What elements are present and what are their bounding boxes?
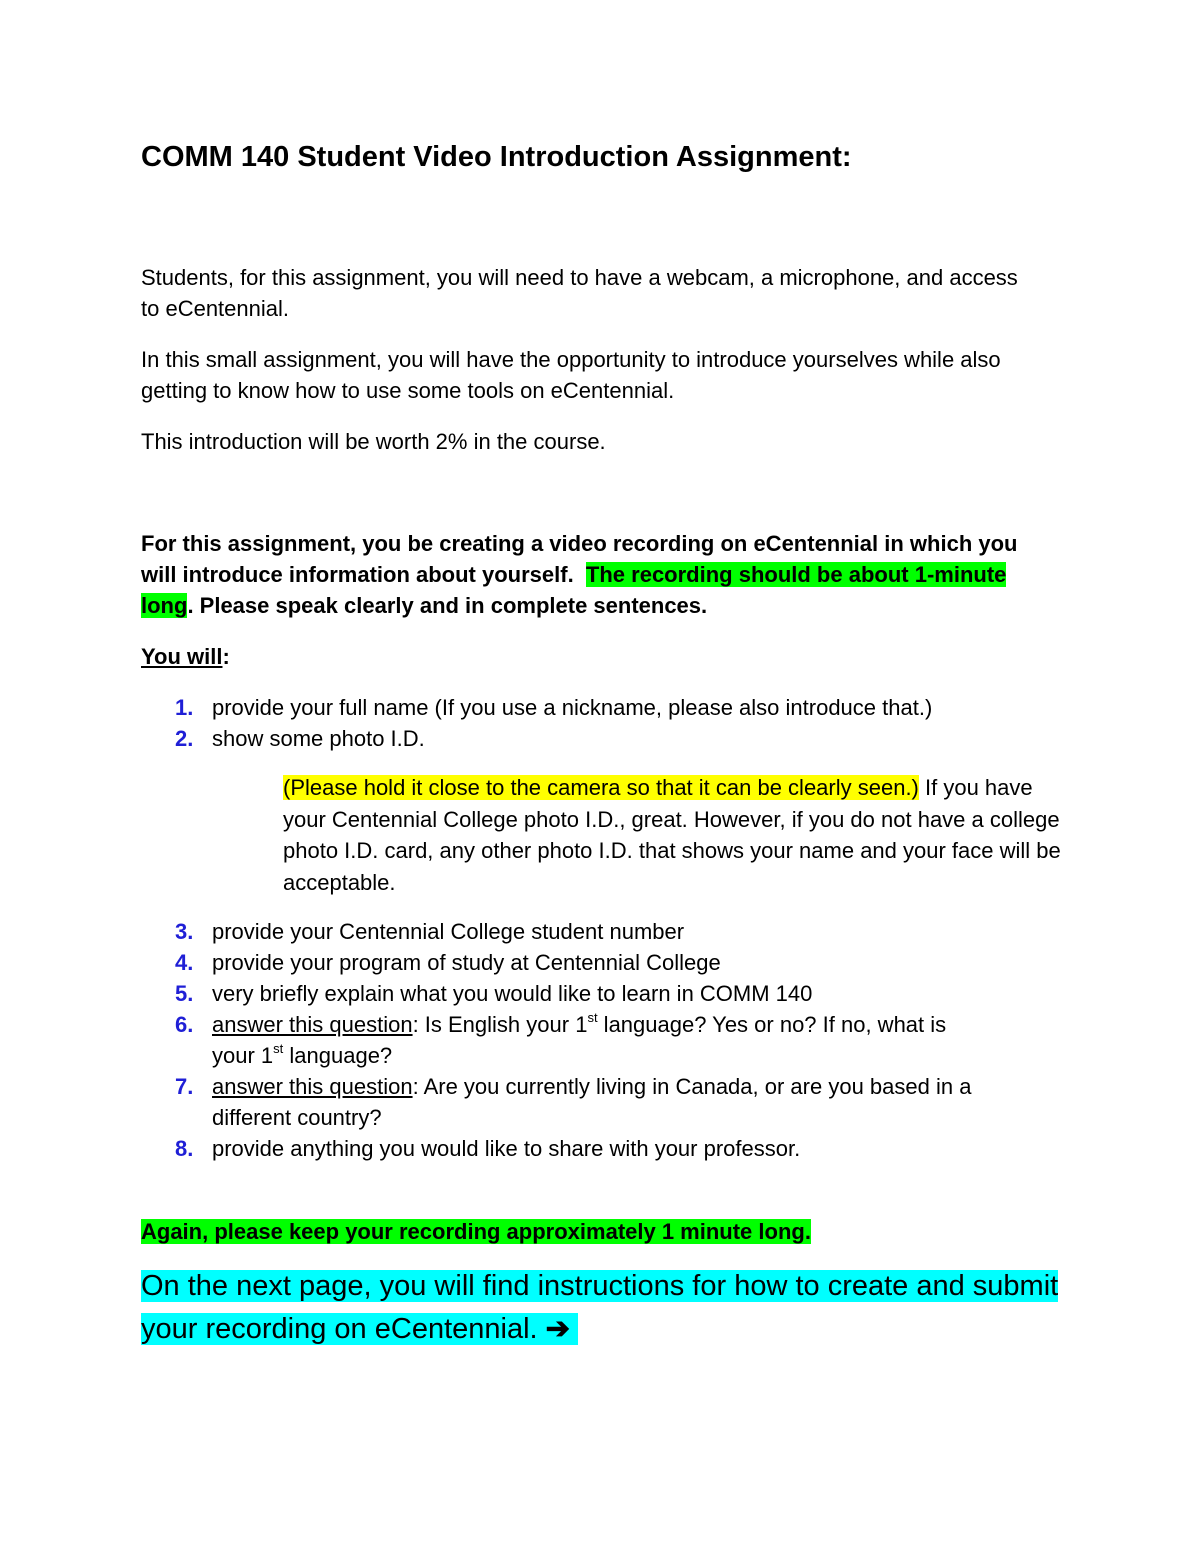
- ordinal-suffix: st: [273, 1040, 284, 1056]
- list-item-text: provide your full name (If you use a nickname, please also introduce that.): [212, 695, 933, 720]
- reminder-line: [141, 1216, 811, 1247]
- you-will-colon: :: [222, 644, 230, 669]
- list-item: [141, 916, 1061, 947]
- photo-note-rest: If you have your Centennial College photo I.D., great. However, if you do not have a college photo I.D. card, any other photo I.D. that shows your name and your face will be acceptable.: [283, 775, 1061, 895]
- list-item: [141, 1071, 1032, 1133]
- intro-paragraph-1: Students, for this assignment, you will need to have a webcam, a microphone, and access to eCentennial.: [141, 265, 1018, 321]
- list-item-text: show some photo I.D.: [212, 726, 425, 751]
- list-item: [141, 692, 1061, 723]
- list-number: 7.: [175, 1074, 194, 1099]
- question-label: answer this question: [212, 1074, 413, 1099]
- recording-length-highlight: The recording should be about 1-minute long: [141, 562, 1007, 618]
- arrow-right-icon: ➔: [545, 1313, 570, 1345]
- list-number: 8.: [175, 1136, 194, 1161]
- list-item-text: provide your program of study at Centennial College: [212, 950, 721, 975]
- question-text-mid: language? Yes or no? If no, what is your 1: [212, 1012, 947, 1068]
- question-label: answer this question: [212, 1012, 413, 1037]
- next-page-text: [141, 1270, 1058, 1345]
- question-text-pre: : Is English your 1: [412, 1012, 588, 1037]
- reminder-highlight: Again, please keep your recording approximately 1 minute long.: [141, 1219, 811, 1244]
- list-item: [141, 947, 1061, 978]
- page-title: COMM 140 Student Video Introduction Assignment:: [141, 141, 852, 173]
- list-number: 2.: [175, 726, 194, 751]
- assignment-instructions: [141, 528, 1051, 621]
- photo-note-highlight: (Please hold it close to the camera so that it can be clearly seen.): [283, 775, 919, 800]
- list-number: 4.: [175, 950, 194, 975]
- list-item: [141, 723, 1061, 754]
- assignment-lead: For this assignment, you be creating a video recording on eCentennial in which you will introduce information about yourself.: [141, 531, 1018, 587]
- next-page-notice: [141, 1265, 1061, 1351]
- you-will-label: You will: [141, 644, 223, 669]
- list-item: [141, 978, 1061, 1009]
- photo-id-note: [283, 772, 1063, 898]
- list-number: 5.: [175, 981, 194, 1006]
- ordinal-suffix: st: [587, 1009, 598, 1025]
- assignment-tail: . Please speak clearly and in complete sentences.: [187, 593, 708, 618]
- question-text-post: language?: [283, 1043, 393, 1068]
- list-item-text: very briefly explain what you would like to learn in COMM 140: [212, 981, 813, 1006]
- list-number: 3.: [175, 919, 194, 944]
- you-will-heading: [141, 641, 230, 672]
- intro-paragraph-2: In this small assignment, you will have the opportunity to introduce yourselves while also getting to know how to use some tools on eCentennial.: [141, 347, 1001, 403]
- list-item-text: provide your Centennial College student number: [212, 919, 685, 944]
- steps-list-part-2: [141, 916, 1061, 1164]
- list-number: 1.: [175, 695, 194, 720]
- list-item: [141, 1133, 1061, 1164]
- next-page-message: On the next page, you will find instructions for how to create and submit your recording on eCentennial.: [141, 1270, 1059, 1345]
- list-item-text: provide anything you would like to share with your professor.: [212, 1136, 801, 1161]
- list-number: 6.: [175, 1012, 194, 1037]
- list-item: [141, 1009, 992, 1071]
- question-text: : Are you currently living in Canada, or are you based in a different country?: [212, 1074, 972, 1130]
- steps-list-part-1: [141, 692, 1061, 754]
- intro-paragraph-3: This introduction will be worth 2% in the course.: [141, 429, 606, 454]
